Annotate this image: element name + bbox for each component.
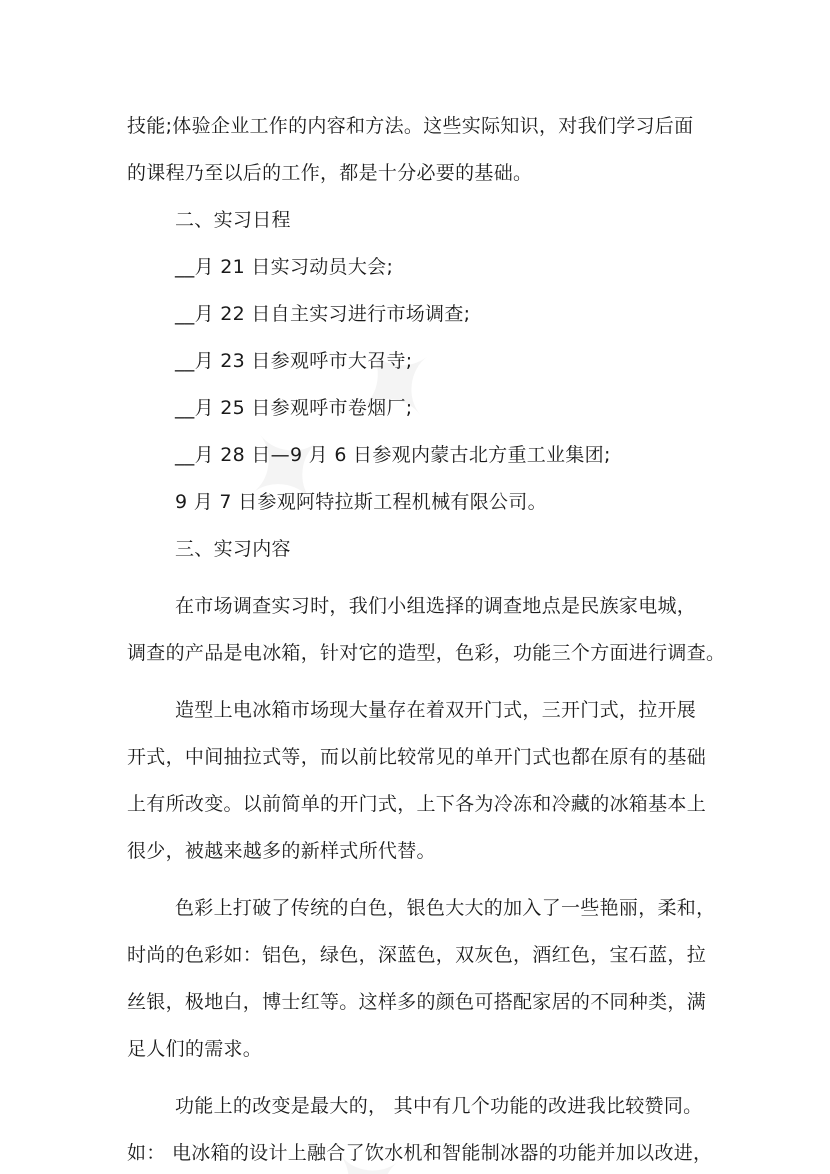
section-heading: 三、实习内容 [175, 538, 291, 560]
schedule-item: __月 21 日实习动员大会; [175, 256, 394, 278]
paragraph-line: 的课程乃至以后的工作，都是十分必要的基础。 [127, 162, 533, 184]
section-heading: 二、实习日程 [175, 209, 291, 231]
paragraph-line: 技能;体验企业工作的内容和方法。这些实际知识，对我们学习后面 [127, 115, 694, 137]
paragraph-line: 功能上的改变是最大的， 其中有几个功能的改进我比较赞同。 [175, 1095, 703, 1117]
paragraph-line: 丝银，极地白，博士红等。这样多的颜色可搭配家居的不同种类，满 [127, 991, 707, 1013]
schedule-item: 9 月 7 日参观阿特拉斯工程机械有限公司。 [175, 491, 547, 513]
paragraph-line: 时尚的色彩如：铝色，绿色，深蓝色，双灰色，酒红色，宝石蓝，拉 [127, 944, 707, 966]
paragraph-line: 足人们的需求。 [127, 1038, 263, 1060]
paragraph-line: 造型上电冰箱市场现大量存在着双开门式，三开门式，拉开展 [175, 699, 697, 721]
schedule-item: __月 22 日自主实习进行市场调查; [175, 303, 471, 325]
paragraph-line: 上有所改变。以前简单的开门式，上下各为冷冻和冷藏的冰箱基本上 [127, 793, 707, 815]
paragraph-line: 调查的产品是电冰箱，针对它的造型，色彩，功能三个方面进行调查。 [127, 642, 726, 664]
schedule-item: __月 28 日—9 月 6 日参观内蒙古北方重工业集团; [175, 444, 611, 466]
schedule-item: __月 25 日参观呼市卷烟厂; [175, 397, 413, 419]
paragraph-line: 开式，中间抽拉式等，而以前比较常见的单开门式也都在原有的基础 [127, 746, 707, 768]
paragraph-line: 色彩上打破了传统的白色，银色大大的加入了一些艳丽，柔和， [175, 897, 716, 919]
schedule-item: __月 23 日参观呼市大召寺; [175, 350, 413, 372]
paragraph-line: 很少，被越来越多的新样式所代替。 [127, 840, 436, 862]
paragraph-line: 在市场调查实习时，我们小组选择的调查地点是民族家电城， [175, 595, 697, 617]
paragraph-line: 如： 电冰箱的设计上融合了饮水机和智能制冰器的功能并加以改进， [127, 1142, 713, 1164]
document-body [127, 103, 726, 1174]
